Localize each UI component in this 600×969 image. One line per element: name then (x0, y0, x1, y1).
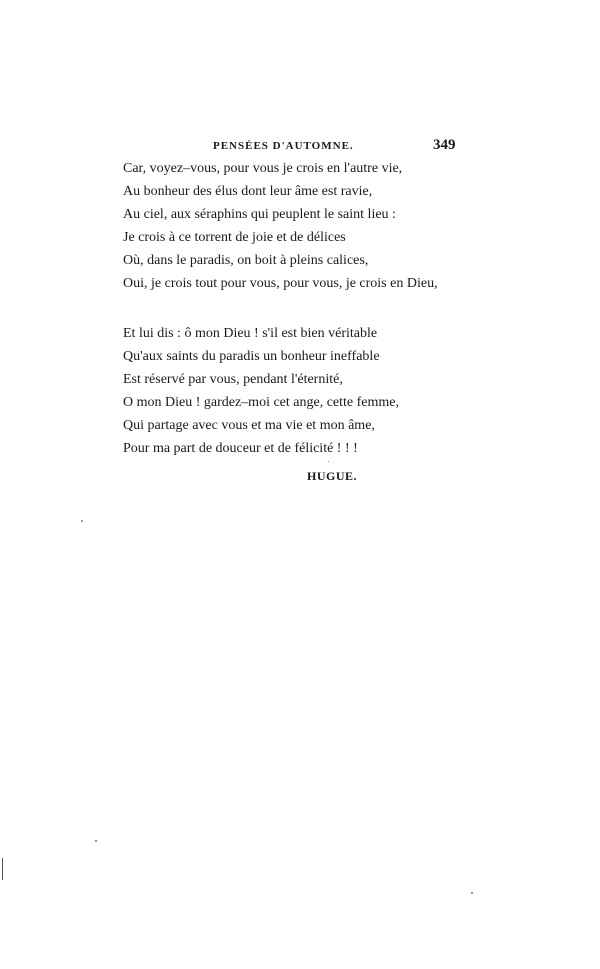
verse-line: O mon Dieu ! gardez–moi cet ange, cette femme, (123, 395, 399, 410)
verse-line: Au bonheur des élus dont leur âme est ravie, (123, 184, 373, 199)
verse-line: Où, dans le paradis, on boit à pleins calices, (123, 253, 369, 268)
verse-line: Pour ma part de douceur et de félicité ! ! ! (123, 441, 358, 456)
running-title: PENSÉES D'AUTOMNE. (213, 140, 354, 152)
stanza-2 (123, 322, 399, 460)
page-number: 349 (433, 137, 456, 153)
paper-speck (95, 840, 97, 842)
paper-speck (471, 892, 473, 894)
stanza-1 (123, 157, 438, 295)
page-edge-mark (2, 858, 3, 880)
verse-line: Est réservé par vous, pendant l'éternité, (123, 372, 343, 387)
author-signature: HUGUE. (307, 469, 358, 483)
verse-line: Au ciel, aux séraphins qui peuplent le saint lieu : (123, 207, 396, 222)
paper-speck (81, 520, 83, 522)
verse-line: Qu'aux saints du paradis un bonheur ineffable (123, 349, 380, 364)
verse-line: Qui partage avec vous et ma vie et mon âme, (123, 418, 375, 433)
verse-line: Je crois à ce torrent de joie et de délices (123, 230, 346, 245)
paper-speck (328, 461, 329, 462)
verse-line: Et lui dis : ô mon Dieu ! s'il est bien véritable (123, 326, 378, 341)
verse-line: Car, voyez–vous, pour vous je crois en l'autre vie, (123, 161, 403, 176)
verse-line: Oui, je crois tout pour vous, pour vous, je crois en Dieu, (123, 276, 438, 291)
